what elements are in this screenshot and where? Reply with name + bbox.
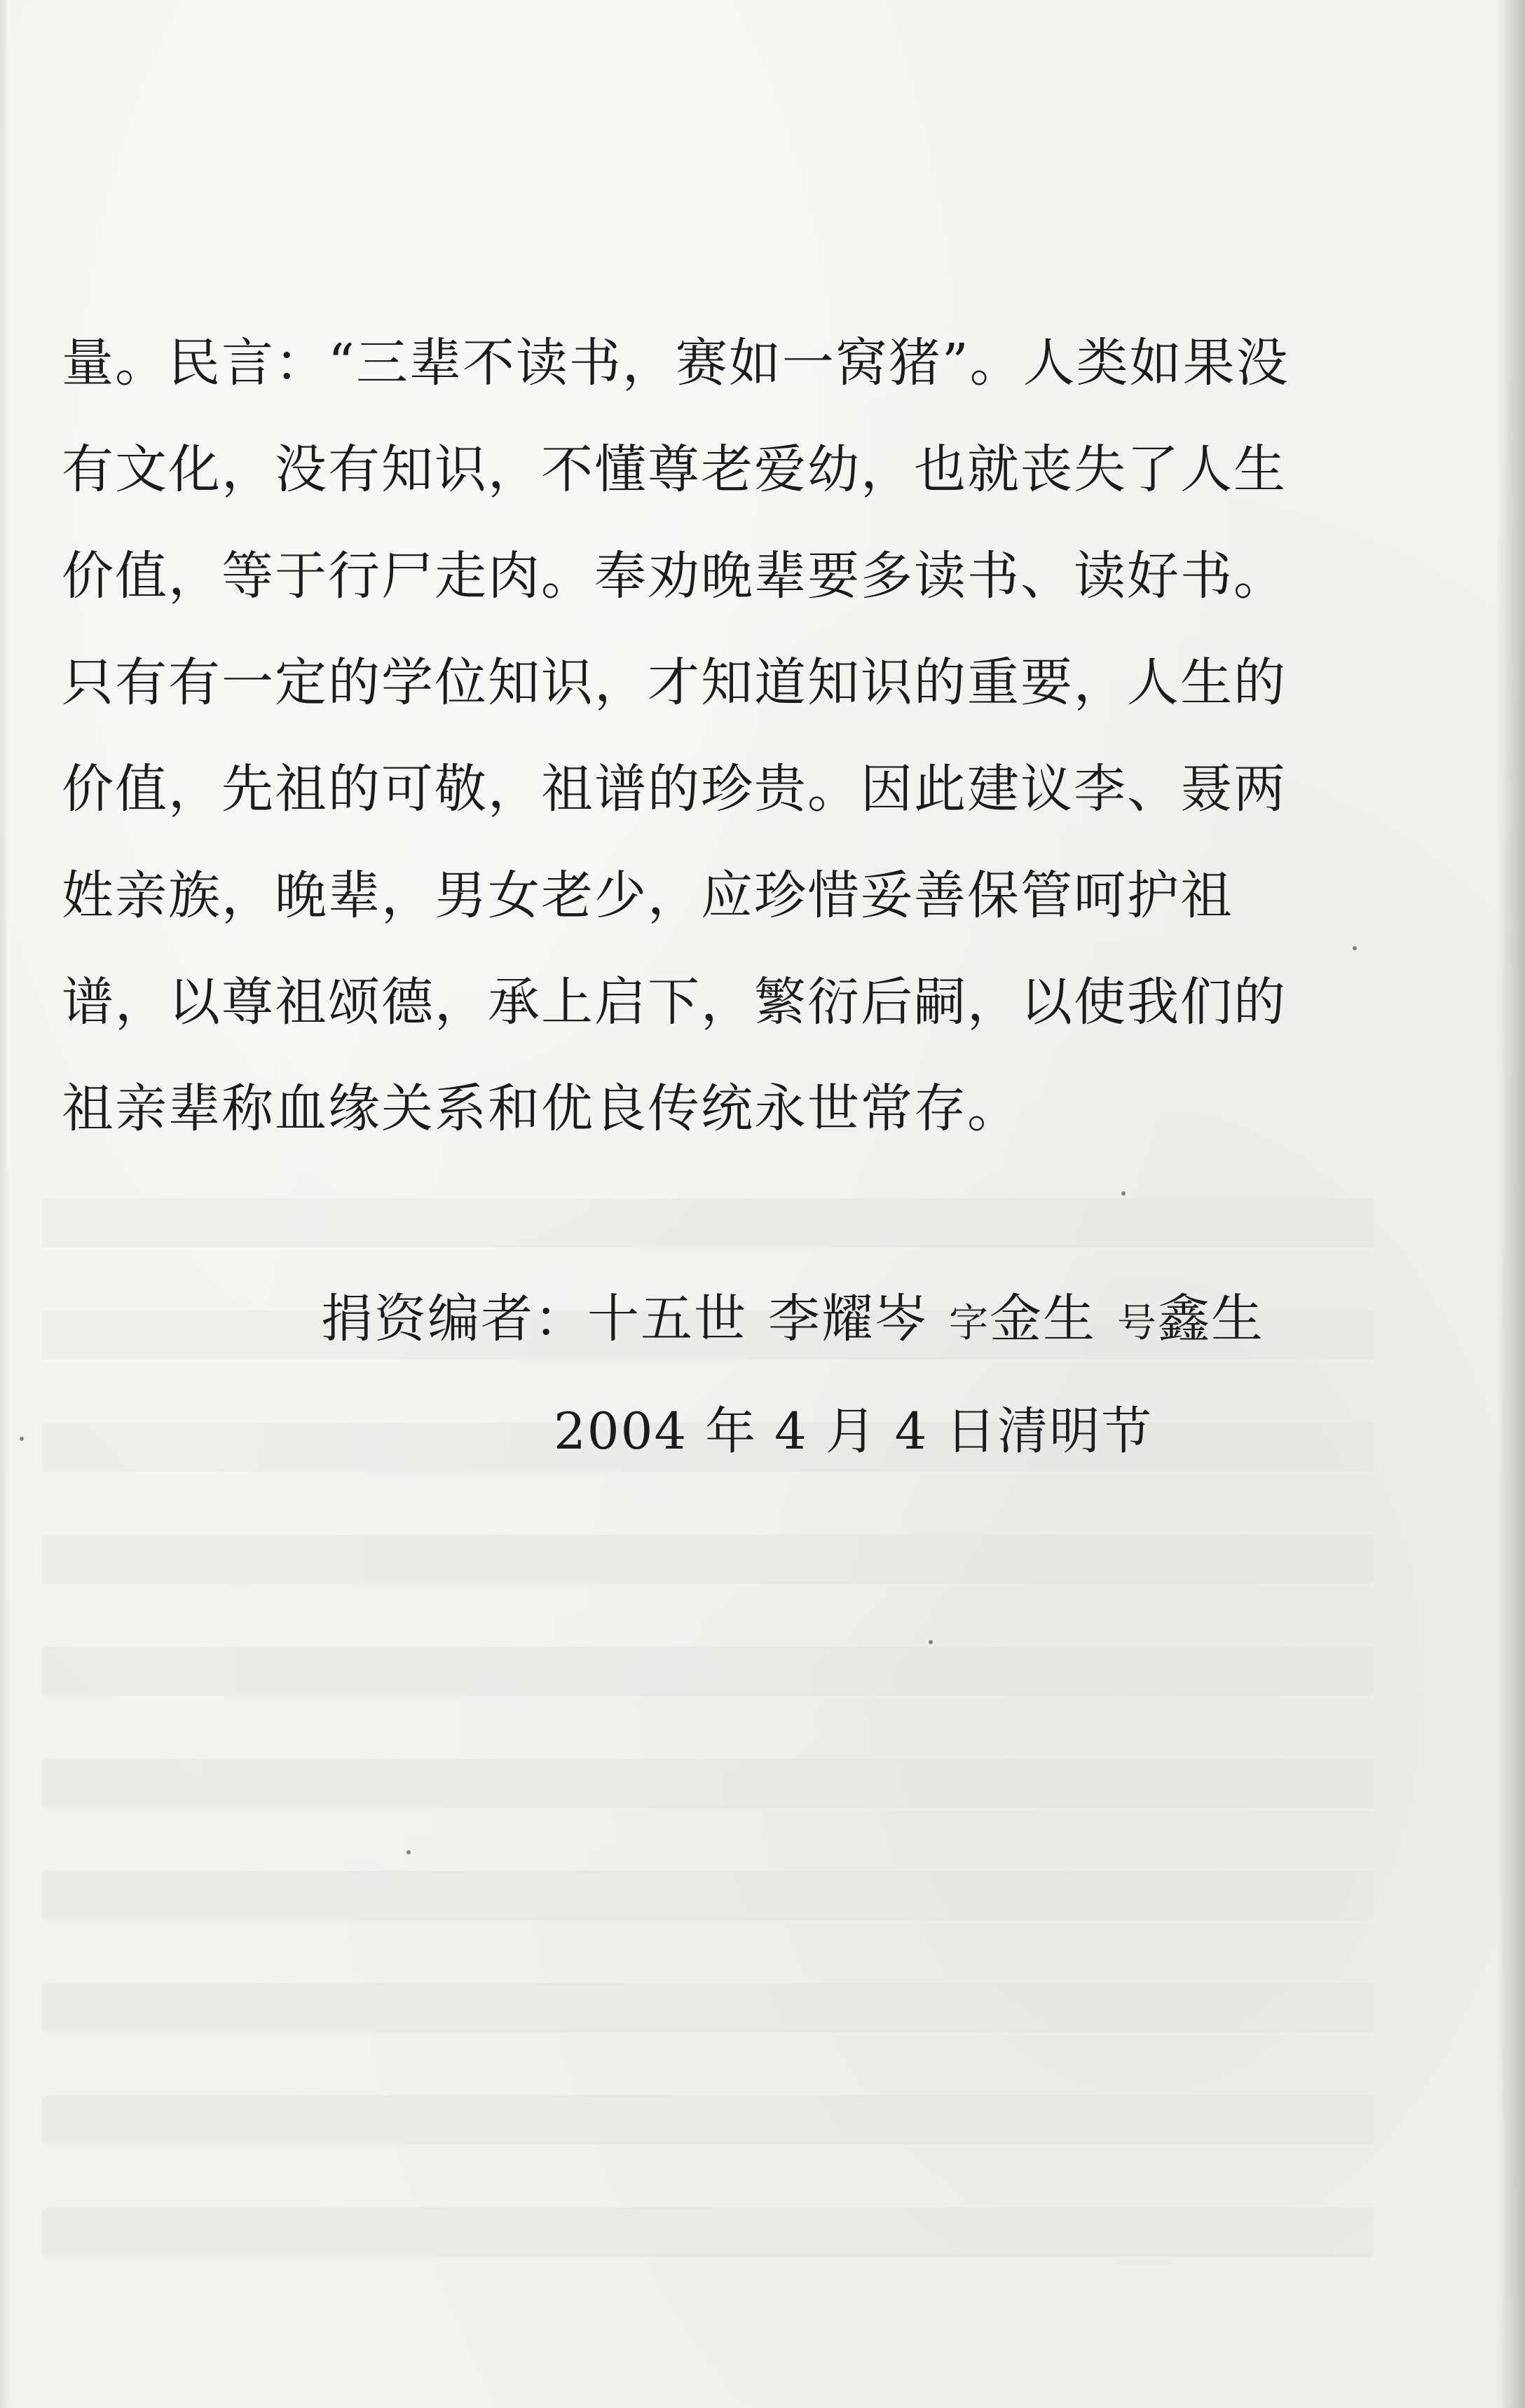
body-line-1: 量。民言：“三辈不读书，赛如一窝猪”。人类如果没 xyxy=(62,333,1290,393)
byline-courtesy-prefix: 字 xyxy=(949,1301,990,1346)
body-line-7: 谱，以尊祖颂德，承上启下，繁衍后嗣，以使我们的 xyxy=(62,972,1287,1032)
paper-speck xyxy=(406,1850,411,1854)
body-line-6: 姓亲族，晚辈，男女老少，应珍惜妥善保管呵护祖 xyxy=(62,866,1233,926)
page-right-edge-shadow xyxy=(1497,0,1525,2408)
editor-byline xyxy=(321,1284,1264,1359)
byline-courtesy-name: 金生 xyxy=(990,1289,1096,1349)
date-line: 2004 年 4 月 4 日清明节 xyxy=(554,1402,1154,1460)
byline-alias-prefix: 号 xyxy=(1117,1301,1158,1346)
body-line-3: 价值，等于行尸走肉。奉劝晚辈要多读书、读好书。 xyxy=(62,546,1287,606)
byline-label: 捐资编者： xyxy=(321,1289,587,1349)
body-line-5: 价值，先祖的可敬，祖谱的珍贵。因此建议李、聂两 xyxy=(62,759,1287,819)
body-line-2: 有文化，没有知识，不懂尊老爱幼，也就丧失了人生 xyxy=(62,439,1287,500)
body-line-8: 祖亲辈称血缘关系和优良传统永世常存。 xyxy=(62,1079,1020,1139)
body-paragraph xyxy=(62,310,1379,1162)
byline-alias-name: 鑫生 xyxy=(1158,1289,1264,1349)
byline-generation: 十五世 xyxy=(587,1289,747,1349)
paper-speck xyxy=(1121,1191,1126,1196)
paper-speck xyxy=(20,1437,24,1441)
body-line-4: 只有有一定的学位知识，才知道知识的重要，人生的 xyxy=(62,652,1287,713)
byline-name: 李耀岑 xyxy=(768,1289,928,1349)
page-left-edge-shadow xyxy=(0,0,10,2408)
paper-speck xyxy=(929,1640,933,1644)
